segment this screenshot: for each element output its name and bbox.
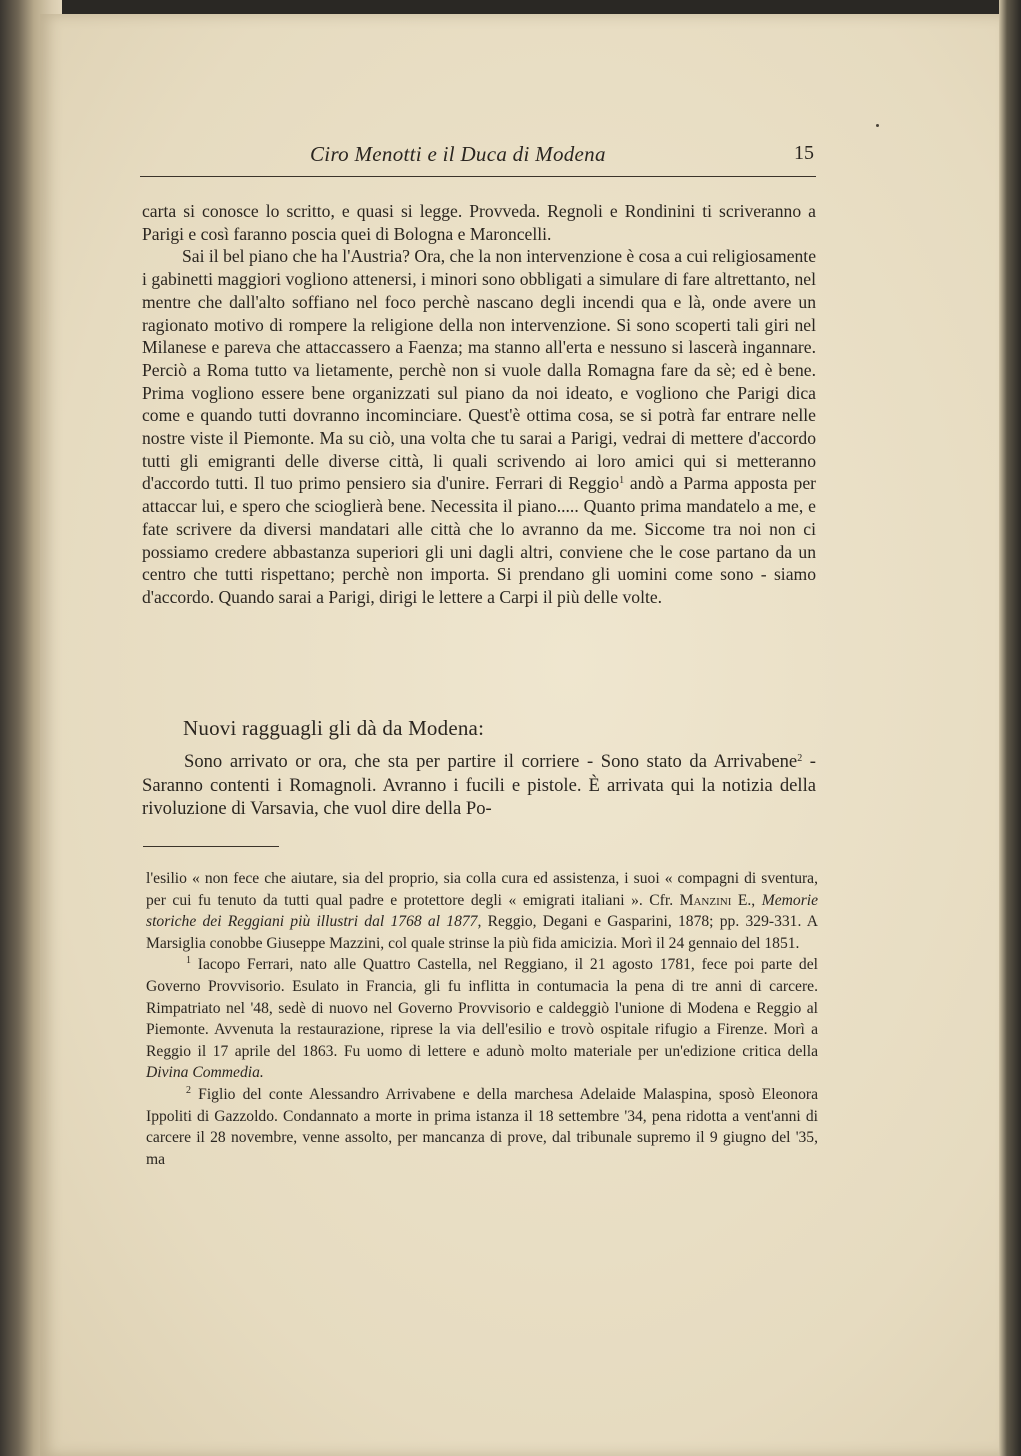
paragraph-2 [142,245,816,608]
footnote-2-text: Figlio del conte Alessandro Arrivabene e della marchesa Adelaide Malaspina, sposò Eleonora Ippoliti di Gazzoldo. Condannato a morte in prima istanza il 18 settembre '34, pena ridotta a vent'anni di carcere il 28 novembre, venne assolto, per mancanza di prove, dal tribunale supremo il 9 giugno del '35, ma [146,1085,818,1168]
main-text [142,200,816,609]
paragraph-2-part-a: Sai il bel piano che ha l'Austria? Ora, che la non intervenzione è cosa a cui religiosamente i gabinetti maggiori vogliono attenersi, i minori sono obbligati a simulare di fare altrettanto, nel mentre che dall'alto soffiano nel foco perchè nascano degli incendi qua e là, onde avere un ragionato motivo di rompere la religione della non intervenzione. Si sono scoperti tali giri nel Milanese e pareva che attaccassero a Faenza; ma stanno all'erta e nessuno si lascerà ingannare. Perciò a Roma tutto va lietamente, perchè non si vuole dalla Romagna fare da sè; ed è bene. Prima vogliono essere bene organizzati sul piano da noi ideato, e vogliono che Parigi dica come e quando tutti dovranno incominciare. Quest'è ottima cosa, se si potrà far entrare nelle nostre viste il Piemonte. Ma su ciò, una volta che tu sarai a Parigi, vedrai di mettere d'accordo tutti gli emigranti delle diverse città, li quali scrivendo ai loro amici qui si metteranno d'accordo tutti. Il tuo primo pensiero sia d'unire. Ferrari di Reggio [142,246,816,494]
letter-part-b: - Saranno contenti i Romagnoli. Avranno i fucili e pistole. È arrivata qui la notizia della rivoluzione di Varsavia, che vuol dire della Po- [142,751,817,819]
footnote-cont-text-b: E., [731,891,762,909]
letter-part-a: Sono arrivato or ora, che sta per partire il corriere - Sono stato da Arrivabene [184,751,798,772]
footnote-separator [143,846,279,847]
cited-title: Memorie storiche dei Reggiani più illustri dal 1768 al 1877, [146,891,819,931]
footnote-ref-1: 1 [619,475,625,487]
footnote-1-title: Divina Commedia. [146,1064,264,1082]
footnote-1-text: Iacopo Ferrari, nato alle Quattro Castella, nel Reggiano, il 21 agosto 1781, fece poi parte del Governo Provvisorio. Esulato in Francia, gli fu inflitta in contumacia la pena di tre anni di carcere. Rimpatriato nel '48, sedè di nuovo nel Governo Provvisorio e caldeggiò l'unione di Modena e Reggio al Piemonte. Avvenuta la restaurazione, riprese la via dell'esilio e trovò ospitale rifugio a Firenze. Morì a Reggio il 17 aprile del 1863. Fu uomo di lettere e adunò molto materiale per un'edizione critica della [146,956,818,1060]
paper-speck [876,124,879,127]
paragraph-1: carta si conosce lo scritto, e quasi si legge. Provveda. Regnoli e Rondinini ti scriveranno a Parigi e così faranno poscia quei di Bologna e Maroncelli. [142,201,816,244]
running-title: Ciro Menotti e il Duca di Modena [310,142,606,166]
paragraph-2-part-b: andò a Parma apposta per attaccar lui, e spero che scioglierà bene. Necessita il piano..... Quanto prima mandatelo a me, e fate scrivere da diversi mandatari alle città che lo avranno da me. Siccome tra noi non ci possiamo credere abbastanza superiori gli uni dagli altri, conviene che le cose partano da un centro che tutti rispettano; perchè non importa. Si prendano gli uomini come sono - siamo d'accordo. Quando sarai a Parigi, dirigi le lettere a Carpi il più delle volte. [142,473,817,607]
footnote-cont-text-c: Reggio, Degani e Gasparini, 1878; pp. 329-331. A Marsiglia conobbe Giuseppe Mazzini, col quale strinse la più fida amicizia. Morì il 24 gennaio del 1851. [146,913,818,952]
running-header [140,142,816,177]
section-subheading: Nuovi ragguagli gli dà da Modena: [183,716,485,740]
letter-paragraph [142,750,816,821]
footnote-1 [146,954,818,1084]
page-edge [999,0,1021,1456]
footnotes [146,868,818,1170]
footnote-ref-2: 2 [797,753,803,764]
cited-author: Manzini [679,891,732,909]
footnote-cont-text-a: l'esilio « non fece che aiutare, sia del proprio, sia colla cura ed assistenza, i suoi « compagni di sventura, per cui fu tenuto da tutti qual padre e protettore degli « emigrati italiani ». Cfr. [146,870,818,909]
letter-text [142,750,816,821]
footnote-continuation [146,868,818,954]
page-number: 15 [794,142,814,164]
footnote-1-mark: 1 [186,955,191,967]
footnote-2-mark: 2 [186,1084,191,1096]
footnote-2 [146,1084,818,1170]
